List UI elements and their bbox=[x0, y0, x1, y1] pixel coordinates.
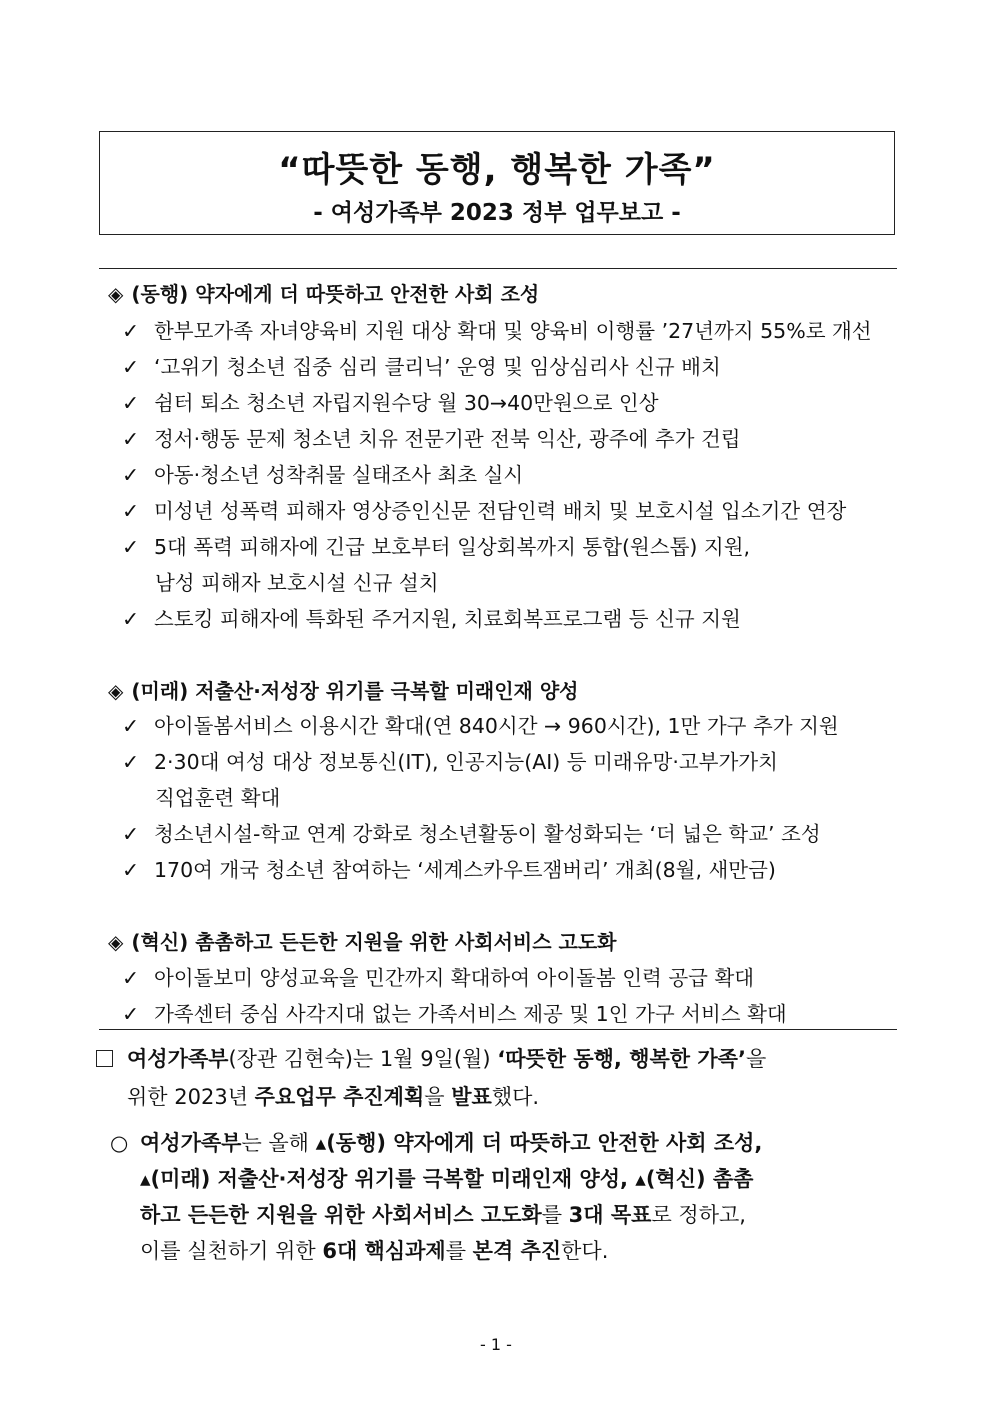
check-icon: ✓ bbox=[122, 750, 140, 774]
section-heading-future: ◈ (미래) 저출산·저성장 위기를 극복할 미래인재 양성 bbox=[108, 679, 579, 703]
title-box bbox=[99, 131, 895, 235]
check-icon: ✓ bbox=[122, 463, 140, 487]
document-subtitle: - 여성가족부 2023 정부 업무보고 - bbox=[313, 200, 681, 226]
body-paragraph-1-line-2: 위한 2023년 주요업무 추진계획을 발표했다. bbox=[127, 1085, 540, 1109]
diamond-icon: ◈ bbox=[108, 282, 124, 306]
diamond-icon: ◈ bbox=[108, 930, 124, 954]
list-item: ✓ 2·30대 여성 대상 정보통신(IT), 인공지능(AI) 등 미래유망·고부가가치 bbox=[122, 750, 778, 774]
list-item: ✓ 가족센터 중심 사각지대 없는 가족서비스 제공 및 1인 가구 서비스 확대 bbox=[122, 1002, 787, 1026]
check-icon: ✓ bbox=[122, 714, 140, 738]
body-paragraph-2-line-3: 하고 든든한 지원을 위한 사회서비스 고도화를 3대 목표로 정하고, bbox=[140, 1203, 746, 1227]
square-bullet-icon bbox=[96, 1050, 113, 1067]
check-icon: ✓ bbox=[122, 391, 140, 415]
check-icon: ✓ bbox=[122, 427, 140, 451]
check-icon: ✓ bbox=[122, 966, 140, 990]
list-item: ✓ 스토킹 피해자에 특화된 주거지원, 치료회복프로그램 등 신규 지원 bbox=[122, 607, 741, 631]
body-paragraph-2-line-1: ○ 여성가족부는 올해 ▴(동행) 약자에게 더 따뜻하고 안전한 사회 조성, bbox=[110, 1131, 763, 1155]
summary-bottom-rule bbox=[99, 1029, 897, 1030]
section-heading-innovation: ◈ (혁신) 촘촘하고 든든한 지원을 위한 사회서비스 고도화 bbox=[108, 930, 617, 954]
list-item: ✓ 정서·행동 문제 청소년 치유 전문기관 전북 익산, 광주에 추가 건립 bbox=[122, 427, 741, 451]
check-icon: ✓ bbox=[122, 822, 140, 846]
list-item: ✓ 쉼터 퇴소 청소년 자립지원수당 월 30→40만원으로 인상 bbox=[122, 391, 659, 415]
check-icon: ✓ bbox=[122, 355, 140, 379]
circle-bullet-icon: ○ bbox=[110, 1131, 129, 1155]
check-icon: ✓ bbox=[122, 499, 140, 523]
list-item: ✓ ‘고위기 청소년 집중 심리 클리닉’ 운영 및 임상심리사 신규 배치 bbox=[122, 355, 721, 379]
check-icon: ✓ bbox=[122, 1002, 140, 1026]
list-item: ✓ 아이돌보미 양성교육을 민간까지 확대하여 아이돌봄 인력 공급 확대 bbox=[122, 966, 755, 990]
list-item: ✓ 한부모가족 자녀양육비 지원 대상 확대 및 양육비 이행률 ’27년까지 55%로 개선 bbox=[122, 319, 872, 343]
body-paragraph-2-line-2: ▴(미래) 저출산·저성장 위기를 극복할 미래인재 양성, ▴(혁신) 촘촘 bbox=[140, 1167, 754, 1191]
check-icon: ✓ bbox=[122, 607, 140, 631]
body-paragraph-2-line-4: 이를 실천하기 위한 6대 핵심과제를 본격 추진한다. bbox=[140, 1239, 609, 1263]
section-heading-companion: ◈ (동행) 약자에게 더 따뜻하고 안전한 사회 조성 bbox=[108, 282, 540, 306]
check-icon: ✓ bbox=[122, 535, 140, 559]
check-icon: ✓ bbox=[122, 319, 140, 343]
list-item-continuation: 남성 피해자 보호시설 신규 설치 bbox=[155, 571, 439, 595]
list-item: ✓ 아동·청소년 성착취물 실태조사 최초 실시 bbox=[122, 463, 524, 487]
list-item-continuation: 직업훈련 확대 bbox=[155, 786, 281, 810]
page-number: - 1 - bbox=[480, 1335, 512, 1354]
list-item: ✓ 미성년 성폭력 피해자 영상증인신문 전담인력 배치 및 보호시설 입소기간 연장 bbox=[122, 499, 847, 523]
body-paragraph-1-line-1: 여성가족부(장관 김현숙)는 1월 9일(월) ‘따뜻한 동행, 행복한 가족’을 bbox=[96, 1043, 766, 1073]
list-item: ✓ 아이돌봄서비스 이용시간 확대(연 840시간 → 960시간), 1만 가구 추가 지원 bbox=[122, 714, 839, 738]
list-item: ✓ 170여 개국 청소년 참여하는 ‘세계스카우트잼버리’ 개최(8월, 새만금) bbox=[122, 858, 776, 882]
diamond-icon: ◈ bbox=[108, 679, 124, 703]
check-icon: ✓ bbox=[122, 858, 140, 882]
document-title: “따뜻한 동행, 행복한 가족” bbox=[278, 150, 716, 190]
summary-top-rule bbox=[99, 268, 897, 269]
list-item: ✓ 5대 폭력 피해자에 긴급 보호부터 일상회복까지 통합(원스톱) 지원, bbox=[122, 535, 751, 559]
list-item: ✓ 청소년시설-학교 연계 강화로 청소년활동이 활성화되는 ‘더 넓은 학교’ 조성 bbox=[122, 822, 821, 846]
